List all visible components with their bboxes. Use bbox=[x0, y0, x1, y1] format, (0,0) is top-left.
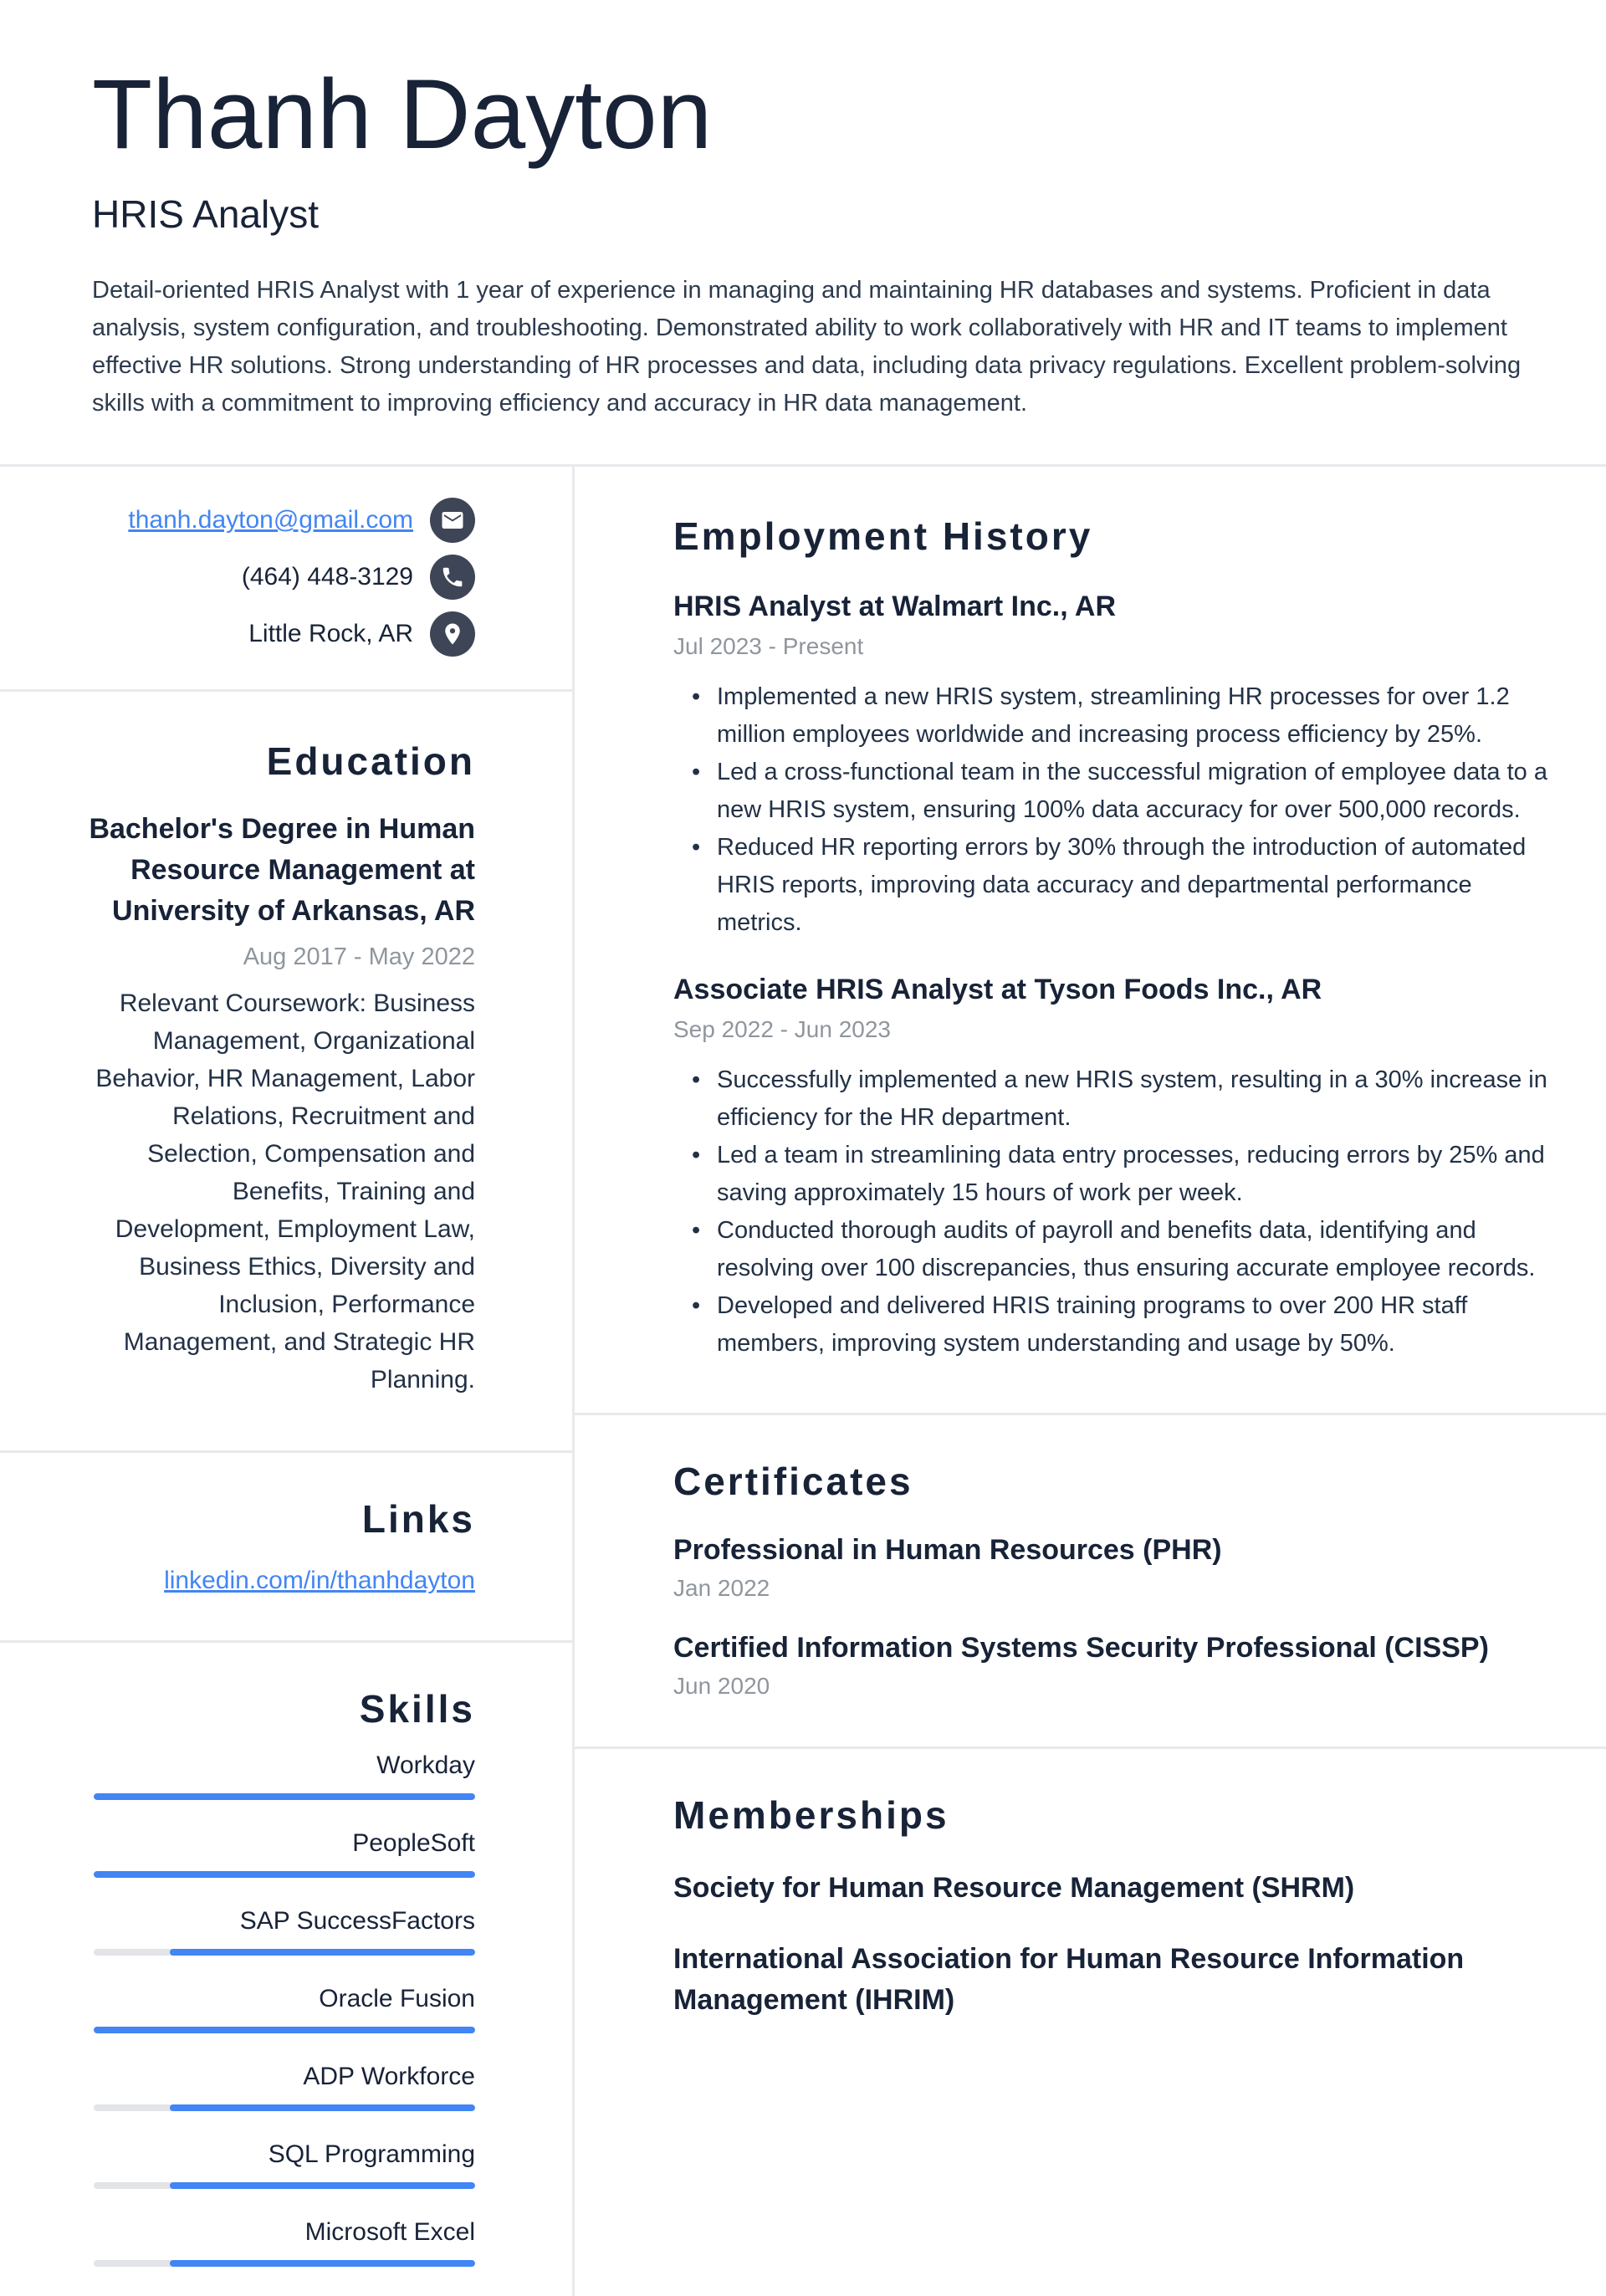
coursework-text: Relevant Coursework: Business Management, Organizational Behavior, HR Management, Labor Relations, Recruitment and Selection, Compensation and Benefits, Training and Development, Employment Law, Business Ethics, Diversity and Inclusion, Performance Management, and Strategic HR Planning. bbox=[95, 989, 475, 1394]
profile-summary: Detail-oriented HRIS Analyst with 1 year of experience in managing and maintaining HR databases and systems. Proficient in data analysis, system configuration, and troubleshooting. Demonstrated ability to work collaboratively with HR and IT teams to implement effective HR solutions. Strong understanding of HR processes and data, including data privacy regulations. Excellent problem-solving skills with a commitment to improving efficiency and accuracy in HR data management. bbox=[92, 277, 1522, 417]
location-pin-icon bbox=[430, 611, 475, 657]
skill-name: Oracle Fusion bbox=[319, 1985, 475, 2013]
skill-progress-fill bbox=[170, 1949, 475, 1956]
links-section bbox=[0, 1453, 572, 1640]
education-section bbox=[0, 692, 572, 1450]
certificate-entry bbox=[673, 1534, 1547, 1602]
job-bullet-list bbox=[673, 678, 1547, 942]
location-text: Little Rock, AR bbox=[248, 620, 413, 648]
contact-row-location bbox=[75, 606, 475, 662]
contact-row-email bbox=[75, 492, 475, 549]
sidebar bbox=[0, 467, 575, 2296]
certificate-date: Jan 2022 bbox=[673, 1575, 770, 1602]
employment-header: Employment History bbox=[673, 514, 1093, 559]
skill-name: Workday bbox=[376, 1751, 475, 1780]
skill-item bbox=[75, 1985, 475, 2033]
skill-item bbox=[75, 1907, 475, 1956]
candidate-job-title: HRIS Analyst bbox=[92, 192, 319, 237]
skill-progress-fill bbox=[94, 1793, 475, 1800]
skill-name: Microsoft Excel bbox=[304, 2218, 475, 2247]
certificate-list bbox=[673, 1534, 1547, 1700]
skill-progress-fill bbox=[94, 2027, 475, 2033]
memberships-header: Memberships bbox=[673, 1793, 949, 1838]
job-title: Associate HRIS Analyst at Tyson Foods Inc., AR bbox=[673, 974, 1322, 1006]
skill-name: PeopleSoft bbox=[352, 1829, 475, 1858]
certificates-header: Certificates bbox=[673, 1460, 913, 1504]
links-header: Links bbox=[361, 1497, 475, 1542]
skills-section bbox=[0, 1643, 572, 2267]
skill-progress-fill bbox=[170, 2104, 475, 2111]
skill-name: ADP Workforce bbox=[303, 2063, 475, 2091]
job-bullet: • Reduced HR reporting errors by 30% through the introduction of automated HRIS reports, improving data accuracy and departmental performance metrics. bbox=[673, 829, 1547, 942]
skill-progress-fill bbox=[94, 1871, 475, 1878]
education-dates: Aug 2017 - May 2022 bbox=[243, 943, 475, 971]
skill-progress-track bbox=[94, 2104, 475, 2111]
job-dates: Sep 2022 - Jun 2023 bbox=[673, 1016, 891, 1043]
skill-progress-track bbox=[94, 1949, 475, 1956]
candidate-name: Thanh Dayton bbox=[92, 59, 713, 170]
skills-header: Skills bbox=[359, 1687, 475, 1731]
job-bullet: • Developed and delivered HRIS training programs to over 200 HR staff members, improving system understanding and usage by 50%. bbox=[673, 1287, 1547, 1363]
skill-progress-fill bbox=[170, 2182, 475, 2189]
skill-item bbox=[75, 2218, 475, 2267]
skill-name: SAP SuccessFactors bbox=[239, 1907, 475, 1935]
skill-progress-fill bbox=[170, 2260, 475, 2267]
envelope-icon bbox=[430, 498, 475, 543]
linkedin-link[interactable]: linkedin.com/in/thanhdayton bbox=[164, 1567, 475, 1595]
skill-progress-track bbox=[94, 1793, 475, 1800]
job-entry bbox=[673, 591, 1547, 942]
memberships-section bbox=[575, 1749, 1606, 2088]
contact-row-phone bbox=[75, 549, 475, 606]
phone-icon bbox=[430, 555, 475, 600]
job-dates: Jul 2023 - Present bbox=[673, 633, 864, 660]
membership-entry: Society for Human Resource Management (SHRM) bbox=[673, 1872, 1355, 1905]
certificate-date: Jun 2020 bbox=[673, 1673, 770, 1700]
skill-progress-track bbox=[94, 2027, 475, 2033]
job-bullet: • Led a team in streamlining data entry processes, reducing errors by 25% and saving approximately 15 hours of work per week. bbox=[673, 1137, 1547, 1212]
job-bullet: • Conducted thorough audits of payroll and benefits data, identifying and resolving over 100 discrepancies, thus ensuring accurate employee records. bbox=[673, 1212, 1547, 1287]
skill-item bbox=[75, 1751, 475, 1800]
degree-title: Bachelor's Degree in Human Resource Management at University of Arkansas, AR bbox=[89, 813, 475, 928]
certificate-name: Certified Information Systems Security Professional (CISSP) bbox=[673, 1632, 1489, 1664]
education-header: Education bbox=[266, 739, 475, 784]
membership-list bbox=[673, 1868, 1547, 2021]
job-bullet: • Successfully implemented a new HRIS system, resulting in a 30% increase in efficiency for the HR department. bbox=[673, 1061, 1547, 1137]
email-link[interactable]: thanh.dayton@gmail.com bbox=[128, 506, 413, 534]
skill-progress-track bbox=[94, 2260, 475, 2267]
phone-number: (464) 448-3129 bbox=[241, 563, 413, 591]
job-bullet: • Led a cross-functional team in the successful migration of employee data to a new HRIS system, ensuring 100% data accuracy for over 500,000 records. bbox=[673, 754, 1547, 829]
employment-section bbox=[575, 467, 1606, 1413]
skill-item bbox=[75, 1829, 475, 1878]
certificates-section bbox=[575, 1415, 1606, 1746]
job-entry bbox=[673, 974, 1547, 1363]
certificate-name: Professional in Human Resources (PHR) bbox=[673, 1534, 1222, 1567]
skill-item bbox=[75, 2063, 475, 2111]
skill-progress-track bbox=[94, 1871, 475, 1878]
two-column-layout bbox=[0, 467, 1606, 2296]
skill-name: SQL Programming bbox=[268, 2140, 475, 2169]
membership-entry: International Association for Human Resource Information Management (IHRIM) bbox=[673, 1943, 1465, 2017]
resume-header bbox=[0, 0, 1606, 422]
skill-progress-track bbox=[94, 2182, 475, 2189]
skill-list bbox=[75, 1751, 475, 2267]
job-bullet: • Implemented a new HRIS system, streamlining HR processes for over 1.2 million employees worldwide and increasing process efficiency by 25%. bbox=[673, 678, 1547, 754]
main-column bbox=[575, 467, 1606, 2296]
skill-item bbox=[75, 2140, 475, 2189]
certificate-entry bbox=[673, 1632, 1547, 1700]
contact-section bbox=[0, 467, 572, 689]
job-bullet-list bbox=[673, 1061, 1547, 1363]
job-title: HRIS Analyst at Walmart Inc., AR bbox=[673, 591, 1116, 623]
job-list bbox=[673, 591, 1547, 1363]
